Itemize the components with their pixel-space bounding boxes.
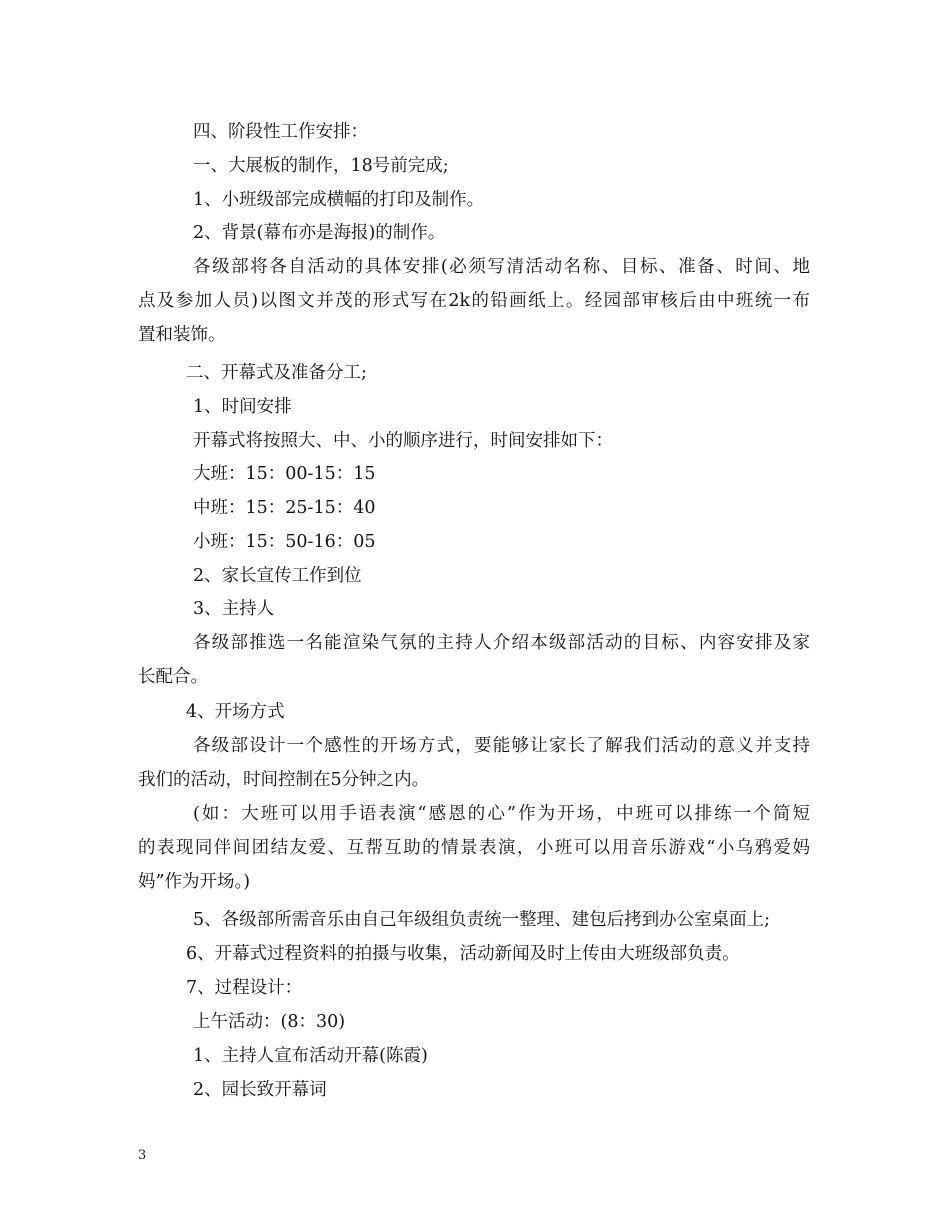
paragraph-line: 开幕式将按照大、中、小的顺序进行，时间安排如下：: [193, 431, 613, 451]
list-item: 4、开场方式: [186, 702, 285, 722]
list-item: 1、主持人宣布活动开幕(陈霞): [193, 1046, 428, 1066]
list-item: 5、各级部所需音乐由自己年级组负责统一整理、建包后拷到办公室桌面上;: [193, 910, 771, 930]
paragraph-line: 长配合。: [138, 667, 208, 687]
subsection-heading: 一、大展板的制作，18号前完成;: [193, 156, 449, 176]
list-item: 2、园长致开幕词: [193, 1080, 327, 1100]
list-item: 7、过程设计：: [186, 978, 303, 998]
paragraph-line: 点及参加人员)以图文并茂的形式写在2k的铅画纸上。经园部审核后由中班统一布: [138, 291, 810, 311]
schedule-line: 大班：15：00-15：15: [193, 464, 376, 484]
section-heading: 四、阶段性工作安排：: [193, 122, 368, 142]
list-item: 2、家长宣传工作到位: [193, 566, 362, 586]
paragraph-line: 妈”作为开场。): [138, 872, 251, 892]
list-item: 3、主持人: [193, 599, 275, 619]
paragraph-line: 的表现同伴间团结友爱、互帮互助的情景表演，小班可以用音乐游戏“小乌鸦爱妈: [138, 838, 810, 858]
paragraph-line: (如：大班可以用手语表演“感恩的心”作为开场，中班可以排练一个简短: [193, 804, 810, 824]
schedule-line: 小班：15：50-16：05: [193, 532, 376, 552]
list-item: 1、时间安排: [193, 397, 292, 417]
list-item: 2、背景(幕布亦是海报)的制作。: [193, 223, 446, 243]
paragraph-line: 各级部将各自活动的具体安排(必须写清活动名称、目标、准备、时间、地: [193, 257, 810, 277]
paragraph-line: 各级部推选一名能渲染气氛的主持人介绍本级部活动的目标、内容安排及家: [193, 633, 810, 653]
paragraph-line: 我们的活动，时间控制在5分钟之内。: [138, 770, 430, 790]
list-item: 1、小班级部完成横幅的打印及制作。: [193, 190, 485, 210]
paragraph-line: 各级部设计一个感性的开场方式，要能够让家长了解我们活动的意义并支持: [193, 736, 810, 756]
page-number: 3: [138, 1148, 147, 1163]
paragraph-line: 上午活动：(8：30): [193, 1012, 346, 1032]
subsection-heading: 二、开幕式及准备分工;: [186, 363, 367, 383]
schedule-line: 中班：15：25-15：40: [193, 498, 376, 518]
paragraph-line: 置和装饰。: [138, 325, 226, 345]
list-item: 6、开幕式过程资料的拍摄与收集，活动新闻及时上传由大班级部负责。: [186, 944, 740, 964]
